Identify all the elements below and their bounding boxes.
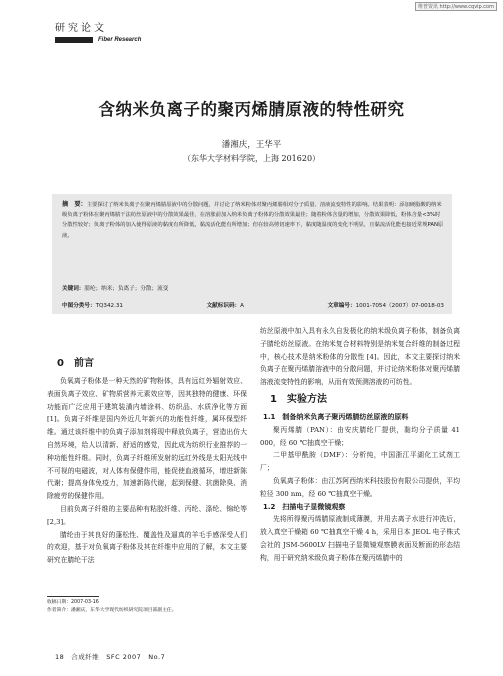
paragraph: 负氧离子粉体是一种天然的矿物粉体，具有远红外辐射效应、表面负离子效应、矿物质营养元素效应等，因其独特的健康、环保功能而广泛应用于建筑装潢内墙涂料、纺织品、水质净化等方面 [1]。负离子纤维是国内外近几年新兴的功能性纤维，属环保型纤维。通过该纤维中的负离子添加剂将现中释放负离子，营造出仿大自然环境，给人以清新、舒适的感觉，因此成为纺织行业推荐的一种功能性纤维。同时，负离子纤维所发射的远红外线是太阳光线中不可视的电磁波，对人体有保健作用，能促使血液循环，增进新陈代谢；提高身体免疫力，加速新陈代谢，起到保健、抗菌除臭、消除疲劳的保健作用。 [47,377,247,501]
abstract [62,200,444,241]
page-footer: 18 合成纤维 SFC 2007 No.7 [55,653,166,661]
footnote-received: 收稿日期：2007-03-16 [47,600,99,605]
paragraph: 纺丝原液中加入具有永久自发极化的纳米级负离子粉体，制备负离子腈纶纺丝原液。在纳米复合材料特别是纳米复合纤维的制备过程中，核心技术是纳米粉体的分散性 [4]。因此，本文主要探讨纳米负离子在聚丙烯腈溶液中的分散问题，并讨论纳米粉体对聚丙烯腈溶液流变特性的影响，从而有效预测溶液的可纺性。 [260,327,460,387]
section-heading-methods: 1 实验方法 [270,393,327,405]
classification-row [62,301,444,309]
paragraph: 腈纶由于其良好的蓬松性、覆盖性及逼真的羊毛手感深受人们的欢迎，基于对负氧离子粉体及其在纤维中应用的了解，本文主要研究在腈纶干法 [47,530,247,565]
paragraph: 目前负离子纤维的主要品种有粘胶纤维、丙纶、涤纶、锦纶等 [2,3]。 [47,504,247,526]
journal-name: Fiber Research [98,36,142,43]
clc: 中图分类号：TQ342.31 [62,303,123,309]
footnote-rule [47,596,99,597]
article-title: 含纳米负离子的聚丙烯腈原液的特性研究 [98,100,405,119]
affiliation: （东华大学材料学院，上海 201620） [182,154,321,163]
paragraph: 先将所得聚丙烯腈原液制成薄膜，并用去离子水进行冲洗后，放入真空干燥箱 60 ℃抽真空干燥 4 h，采用日本 JEOL 电子株式会社的 JSM-5600LV 扫描电子显微镜观察膜表面及断面的形态结构，用于研究纳米级负离子粉体在聚丙烯腈中的 [260,515,460,562]
footnote-author: 作者简介：潘湘庆，东华大学现代纺织研究院项目部副主任。 [47,608,177,613]
paragraph: 聚丙烯腈（PAN）：由安庆腈纶厂提供，黏均分子质量 41 000，经 60 ℃抽真空干燥； [260,425,460,447]
article-number: 文章编号：1001-7054（2007）07-0018-03 [327,303,444,309]
doc-code: 文献标识码：A [206,303,244,309]
left-column [47,353,247,567]
keywords-text: 腈纶；纳米；负离子；分散；流变 [84,286,169,292]
section-heading-intro: 0 前言 [57,358,94,369]
keywords [62,284,168,292]
abstract-text: 主要探讨了纳米负离子在聚丙烯腈原液中的分散问题，并讨论了纳米粉体对聚丙烯腈相对分子质量、溶液流变特性的影响。结果表明：添加硬脂酸的纳米级负离子粉体在聚丙烯腈干法纺丝原液中的分散效果最佳，在溶胀前加入纳米负离子粉体的分散效果最佳；随着粉体含量的增加，分散效果降低，粉体含量<3%时分散性较好；负离子粉体的加入使得原液的黏度有所降低，黏流活化能有所增加；但在较高剪切速率下，黏度随温度的变化不明显，且黏流活化能也接近常规PAN原液。 [62,202,444,239]
keywords-label: 关键词： [62,286,85,292]
abstract-label: 摘 要： [62,201,87,208]
footnote [47,599,247,615]
paragraph: 二甲基甲酰胺（DMF）：分析纯，中国浙江平湖化工试剂工厂； [260,451,460,473]
paragraph: 负氧离子粉体：由江苏阿西纳米科技股份有限公司提供，平均粒径 300 nm，经 60 ℃抽真空干燥。 [260,476,460,498]
subsection-heading: 1.2 扫描电子显微镜观察 [263,502,346,511]
journal-bar [55,35,215,44]
right-column [260,325,460,565]
section-label: 研究论文 [55,23,107,34]
authors: 潘湘庆，王华平 [221,140,282,150]
journal-bar-block [55,37,93,43]
watermark: 维普资讯 http://www.cqvip.com [415,2,497,11]
subsection-heading: 1.1 制备纳米负离子聚丙烯腈纺丝原液的原料 [263,412,409,421]
